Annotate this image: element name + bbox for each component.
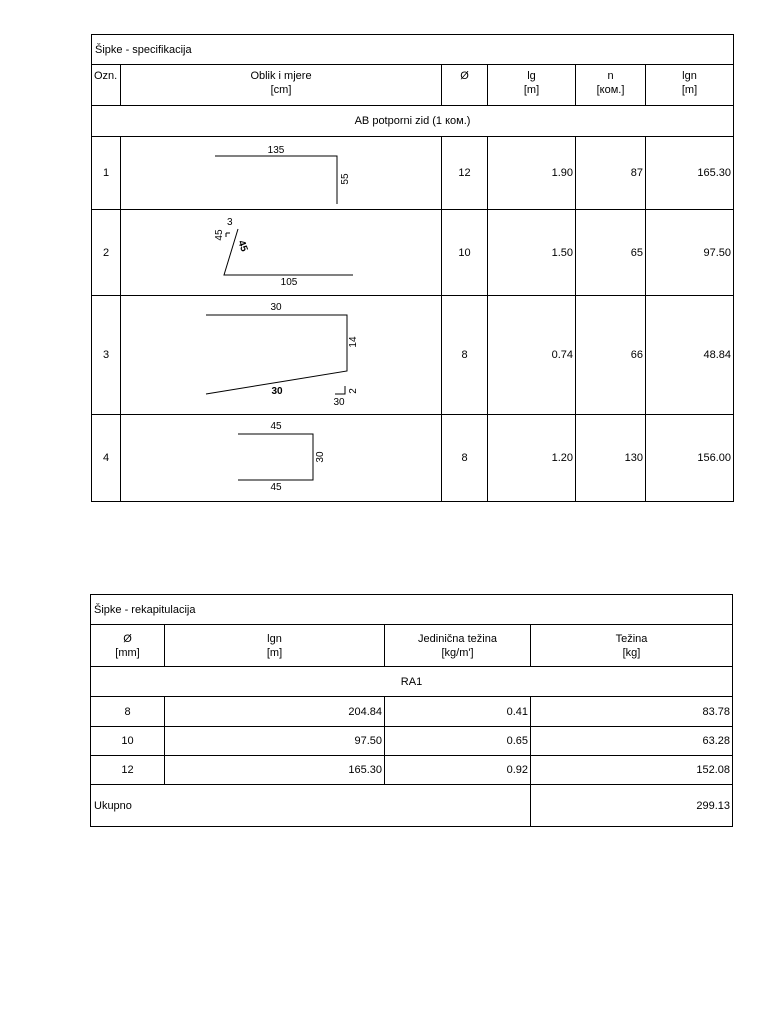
spec-table	[91, 34, 734, 502]
row-lgn: 48.84	[646, 296, 734, 415]
header-shape: Oblik i mjere [cm]	[121, 65, 442, 106]
row-lgn: 165.30	[165, 756, 385, 785]
header-lg: lg [m]	[488, 65, 576, 106]
header-ozn: Ozn.	[92, 65, 121, 106]
total-row	[91, 785, 733, 827]
row-ozn: 2	[92, 210, 121, 296]
row-diameter: 10	[91, 727, 165, 756]
row-ozn: 3	[92, 296, 121, 415]
row-diameter: 8	[442, 415, 488, 502]
row-lg: 1.50	[488, 210, 576, 296]
dim-label: 14	[348, 336, 359, 348]
row-diameter: 10	[442, 210, 488, 296]
total-label: Ukupno	[91, 785, 531, 827]
dim-label: 55	[340, 173, 351, 185]
dim-label: 2	[348, 388, 359, 394]
header-weight: Težina [kg]	[531, 625, 733, 667]
row-n: 65	[576, 210, 646, 296]
dim-label: 30	[333, 397, 345, 408]
bar-shape-1	[121, 137, 442, 210]
table-row	[91, 756, 733, 785]
bar-shape-3	[121, 296, 442, 415]
bar-shape-4	[121, 415, 442, 502]
table-row	[92, 210, 734, 296]
dim-label: 3	[227, 217, 233, 228]
row-lg: 1.20	[488, 415, 576, 502]
row-weight: 63.28	[531, 727, 733, 756]
total-value: 299.13	[531, 785, 733, 827]
row-lgn: 97.50	[646, 210, 734, 296]
dim-label: 30	[271, 386, 283, 397]
header-diameter: Ø	[442, 65, 488, 106]
row-unit-weight: 0.92	[385, 756, 531, 785]
dim-label: 30	[270, 302, 282, 313]
dim-label: 45	[270, 482, 282, 493]
row-lgn: 156.00	[646, 415, 734, 502]
dim-label: 45	[214, 229, 225, 241]
row-lgn: 204.84	[165, 697, 385, 727]
table-row	[92, 137, 734, 210]
row-n: 130	[576, 415, 646, 502]
recap-table	[90, 594, 733, 827]
row-n: 87	[576, 137, 646, 210]
row-weight: 152.08	[531, 756, 733, 785]
recap-title: Šipke - rekapitulacija	[91, 595, 733, 625]
row-n: 66	[576, 296, 646, 415]
row-ozn: 4	[92, 415, 121, 502]
row-lg: 1.90	[488, 137, 576, 210]
row-weight: 83.78	[531, 697, 733, 727]
table-row	[92, 415, 734, 502]
row-diameter: 12	[442, 137, 488, 210]
row-lgn: 165.30	[646, 137, 734, 210]
row-diameter: 8	[91, 697, 165, 727]
header-lgn: lgn [m]	[165, 625, 385, 667]
row-diameter: 8	[442, 296, 488, 415]
table-row	[91, 727, 733, 756]
dim-label: 45	[270, 421, 282, 432]
row-ozn: 1	[92, 137, 121, 210]
dim-label: 135	[267, 145, 285, 156]
recap-group-label: RA1	[91, 667, 733, 697]
table-row	[92, 296, 734, 415]
bar-shape-2	[121, 210, 442, 296]
header-n: n [ком.]	[576, 65, 646, 106]
spec-title: Šipke - specifikacija	[92, 35, 734, 65]
header-lgn: lgn [m]	[646, 65, 734, 106]
row-lg: 0.74	[488, 296, 576, 415]
header-diameter-mm: Ø [mm]	[91, 625, 165, 667]
table-row	[91, 697, 733, 727]
row-lgn: 97.50	[165, 727, 385, 756]
row-diameter: 12	[91, 756, 165, 785]
row-unit-weight: 0.65	[385, 727, 531, 756]
spec-group-label: AB potporni zid (1 ком.)	[92, 106, 734, 137]
dim-label: 45	[235, 239, 250, 254]
header-unit-weight: Jedinična težina [kg/m']	[385, 625, 531, 667]
row-unit-weight: 0.41	[385, 697, 531, 727]
dim-label: 105	[280, 277, 298, 288]
dim-label: 30	[315, 451, 326, 463]
